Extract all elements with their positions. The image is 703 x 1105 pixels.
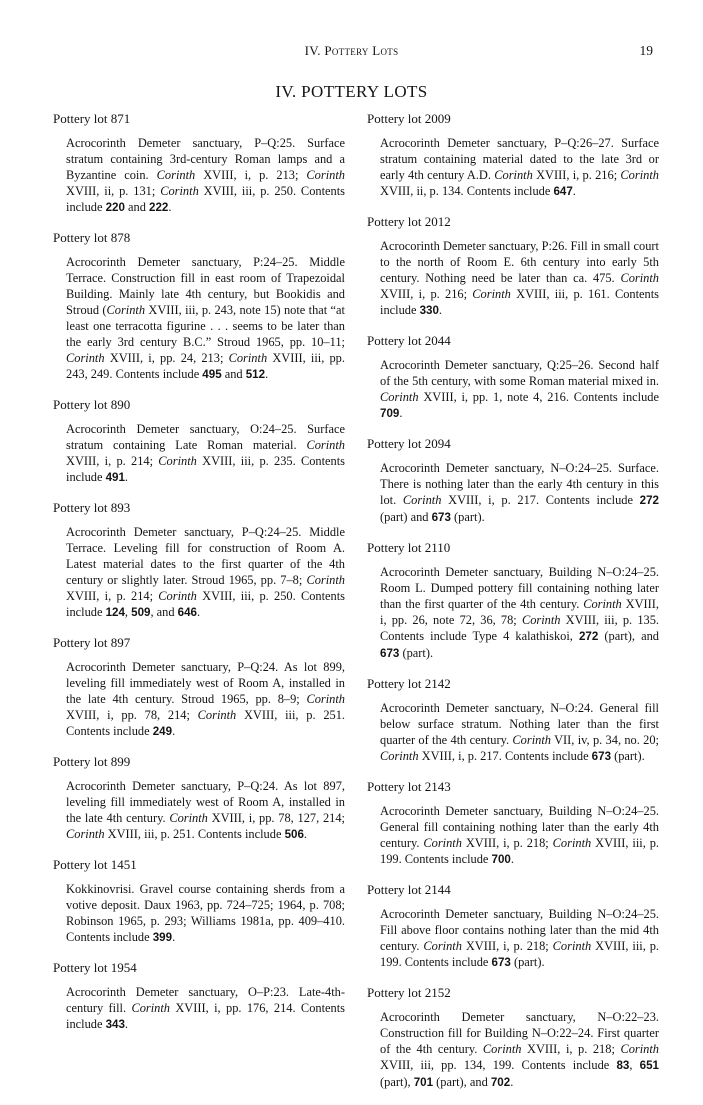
section-title: IV. POTTERY LOTS: [275, 82, 428, 101]
text-run: XVIII, i, p. 214;: [66, 454, 159, 468]
text-run: (part).: [399, 646, 434, 660]
lot-heading: Pottery lot 2009: [367, 111, 451, 126]
text-run: XVIII, iii, pp. 134, 199. Contents include: [380, 1058, 617, 1072]
lot-description: [66, 984, 345, 1033]
text-run: Acrocorinth Demeter sanctuary, N–O:24–25. Surface. There is nothing later than the early 4th century in this lot.: [380, 461, 659, 507]
text-run: Acrocorinth Demeter sanctuary, O–P:23. Late-4th-century fill.: [66, 985, 345, 1015]
pottery-lot-entry: [53, 230, 345, 383]
lot-heading: Pottery lot 2143: [367, 779, 451, 794]
text-run: .: [172, 724, 176, 738]
publication-title: Corinth: [552, 836, 592, 850]
publication-title: Corinth: [423, 836, 462, 850]
text-run: XVIII, iii, p. 161. Contents include: [380, 287, 660, 317]
publication-title: Corinth: [380, 390, 419, 404]
lot-heading: Pottery lot 890: [53, 397, 131, 412]
text-run: XVIII, i, p. 216;: [532, 168, 621, 182]
publication-title: Corinth: [106, 303, 146, 317]
catalogue-number: 509: [131, 606, 151, 619]
pottery-lot-entry: [53, 397, 345, 486]
lot-heading: Pottery lot 2142: [367, 676, 451, 691]
pottery-lot-entry: [367, 436, 659, 526]
catalogue-number: 673: [380, 647, 400, 660]
text-run: (part), and: [433, 1075, 491, 1089]
catalogue-number: 709: [380, 407, 400, 420]
text-run: XVIII, iii, p. 250. Contents include: [66, 589, 346, 619]
text-run: (part),: [380, 1075, 414, 1089]
page-number: 19: [639, 43, 653, 58]
text-run: .: [510, 852, 514, 866]
text-run: XVIII, iii, p. 243, note 15) note that “at least one terracotta figurine . . . seems to be later than the early 3rd century B.C.” Stroud 1965, pp. 10–11;: [66, 303, 345, 349]
lot-heading: Pottery lot 1451: [53, 857, 137, 872]
text-run: Acrocorinth Demeter sanctuary, Building N–O:24–25. Room L. Dumped pottery fill containing nothing later than the first quarter of the 4th century.: [380, 565, 659, 611]
text-run: Acrocorinth Demeter sanctuary, Q:25–26. Second half of the 5th century, with some Roman material mixed in.: [380, 358, 659, 388]
text-run: Acrocorinth Demeter sanctuary, N–O:24. General fill below surface stratum. Nothing later than the first quarter of the 4th century.: [380, 701, 659, 747]
pottery-lot-entry: [367, 882, 659, 971]
publication-title: Corinth: [472, 287, 511, 301]
lot-heading: Pottery lot 2094: [367, 436, 451, 451]
text-run: XVIII, i, p. 218;: [461, 836, 553, 850]
text-run: XVIII, i, p. 213;: [195, 168, 307, 182]
lot-description: [66, 254, 345, 383]
publication-title: Corinth: [66, 827, 105, 841]
catalogue-number: 673: [431, 511, 451, 524]
pottery-lot-entry: [53, 857, 345, 946]
pottery-lot-entry: [367, 676, 659, 765]
publication-title: Corinth: [228, 351, 268, 365]
text-run: Acrocorinth Demeter sanctuary, N–O:22–23. Construction fill for Building N–O:22–24. First quarter of the 4th century.: [380, 1010, 659, 1056]
text-run: XVIII, iii, p. 251. Contents include: [104, 827, 285, 841]
text-run: XVIII, i, pp. 78, 127, 214;: [207, 811, 345, 825]
text-run: XVIII, iii, p. 235. Contents include: [66, 454, 346, 484]
text-run: (part), and: [598, 629, 659, 643]
lot-heading: Pottery lot 899: [53, 754, 131, 769]
publication-title: Corinth: [66, 351, 105, 365]
text-run: XVIII, iii, p. 199. Contents include: [380, 939, 660, 969]
publication-title: Corinth: [131, 1001, 170, 1015]
text-run: Acrocorinth Demeter sanctuary, Building N–O:24–25. Fill above floor contains nothing later than the mid 4th century.: [380, 907, 659, 953]
publication-title: Corinth: [583, 597, 622, 611]
text-run: XVIII, i, pp. 1, note 4, 216. Contents include: [418, 390, 659, 404]
publication-title: Corinth: [306, 692, 345, 706]
lot-heading: Pottery lot 893: [53, 500, 131, 515]
text-run: XVIII, iii, p. 251. Contents include: [66, 708, 346, 738]
pottery-lot-entry: [53, 960, 345, 1033]
text-run: .: [168, 200, 172, 214]
catalogue-number: 512: [245, 368, 266, 381]
text-run: ,: [124, 605, 132, 619]
catalogue-number: 673: [591, 750, 612, 763]
text-run: Acrocorinth Demeter sanctuary, P–Q:24. As lot 899, leveling fill immediately west of Room A, installed in the late 4th century. Stroud 1965, pp. 8–9;: [66, 660, 345, 706]
text-run: .: [124, 1017, 129, 1031]
text-run: XVIII, i, p. 218;: [521, 1042, 621, 1056]
publication-title: Corinth: [552, 939, 592, 953]
text-run: (part).: [611, 749, 645, 763]
text-run: (part) and: [380, 510, 432, 524]
pottery-lot-entry: [53, 500, 345, 621]
text-run: .: [172, 930, 176, 944]
pottery-lot-entry: [367, 111, 659, 200]
text-run: and: [124, 200, 150, 214]
text-run: XVIII, i, p. 217. Contents include: [441, 493, 640, 507]
text-run: XVIII, iii, p. 135. Contents include Type 4 kalathiskoi,: [380, 613, 660, 643]
lot-description: [380, 357, 659, 422]
publication-title: Corinth: [402, 493, 442, 507]
pottery-lot-entry: [367, 985, 659, 1091]
lot-description: [66, 778, 345, 843]
pottery-lot-entry: [367, 540, 659, 662]
catalogue-number: 330: [419, 304, 439, 317]
text-run: and: [221, 367, 246, 381]
text-run: XVIII, i, pp. 26, note 72, 36, 78;: [380, 597, 659, 627]
lot-description: [380, 238, 659, 319]
lot-heading: Pottery lot 2110: [367, 540, 451, 555]
text-run: (part).: [510, 955, 545, 969]
publication-title: Corinth: [521, 613, 561, 627]
text-run: .: [265, 367, 269, 381]
text-run: Acrocorinth Demeter sanctuary, P:26. Fill in small court to the north of Room E. 6th century into early 5th century. Nothing need be later than ca. 475.: [380, 239, 659, 285]
running-head: [0, 43, 703, 63]
publication-title: Corinth: [423, 939, 462, 953]
catalogue-number: 272: [578, 630, 599, 643]
pottery-lot-entry: [367, 333, 659, 422]
publication-title: Corinth: [306, 168, 345, 182]
text-run: XVIII, iii, p. 199. Contents include: [380, 836, 660, 866]
lot-description: [66, 421, 345, 486]
lot-heading: Pottery lot 2044: [367, 333, 451, 348]
publication-title: Corinth: [158, 589, 197, 603]
catalogue-number: 83: [616, 1059, 630, 1072]
catalogue-number: 651: [639, 1059, 659, 1072]
lot-heading: Pottery lot 2012: [367, 214, 451, 229]
left-column: [53, 111, 345, 1047]
text-run: Acrocorinth Demeter sanctuary, P–Q:25. Surface stratum containing 3rd-century Roman lamps and a Byzantine coin.: [66, 136, 345, 182]
pottery-lot-entry: [367, 214, 659, 319]
text-run: VII, iv, p. 34, no. 20;: [550, 733, 659, 747]
text-run: Kokkinovrisi. Gravel course containing sherds from a votive deposit. Daux 1963, pp. 724–725; 1964, p. 708; Robinson 1965, p. 293; Williams 1981a, pp. 409–410. Contents include: [66, 882, 345, 944]
publication-title: Corinth: [156, 168, 196, 182]
lot-description: [66, 524, 345, 621]
publication-title: Corinth: [380, 749, 419, 763]
lot-heading: Pottery lot 2144: [367, 882, 451, 897]
pottery-lot-entry: [53, 635, 345, 740]
catalogue-number: 702: [490, 1076, 511, 1089]
publication-title: Corinth: [512, 733, 551, 747]
publication-title: Corinth: [482, 1042, 522, 1056]
publication-title: Corinth: [306, 438, 345, 452]
catalogue-number: 272: [639, 494, 659, 507]
text-run: XVIII, i, pp. 78, 214;: [66, 708, 198, 722]
catalogue-number: 673: [491, 956, 511, 969]
text-run: Acrocorinth Demeter sanctuary, O:24–25. Surface stratum containing Late Roman material.: [66, 422, 345, 452]
catalogue-number: 506: [284, 828, 304, 841]
text-run: .: [572, 184, 576, 198]
text-run: XVIII, i, p. 216;: [380, 287, 473, 301]
publication-title: Corinth: [158, 454, 197, 468]
text-run: .: [124, 470, 129, 484]
lot-description: [380, 803, 659, 868]
text-run: XVIII, i, p. 218;: [461, 939, 553, 953]
catalogue-number: 647: [553, 185, 573, 198]
text-run: Acrocorinth Demeter sanctuary, P–Q:24–25. Middle Terrace. Leveling fill for construction of Room A. Latest material dates to the first quarter of the 4th century or slightly later. Stroud 1965, pp. 7–8;: [66, 525, 345, 587]
lot-heading: Pottery lot 878: [53, 230, 131, 245]
text-run: XVIII, ii, p. 131;: [66, 184, 161, 198]
catalogue-number: 646: [177, 606, 197, 619]
publication-title: Corinth: [169, 811, 208, 825]
catalogue-number: 495: [202, 368, 222, 381]
pottery-lot-entry: [53, 754, 345, 843]
lot-heading: Pottery lot 1954: [53, 960, 137, 975]
lot-description: [380, 1009, 659, 1091]
catalogue-number: 700: [491, 853, 511, 866]
publication-title: Corinth: [620, 1042, 659, 1056]
text-run: XVIII, i, pp. 24, 213;: [104, 351, 229, 365]
catalogue-number: 399: [152, 931, 173, 944]
lot-heading: Pottery lot 897: [53, 635, 131, 650]
text-run: .: [197, 605, 201, 619]
text-run: .: [399, 406, 403, 420]
lot-description: [380, 135, 659, 200]
lot-heading: Pottery lot 2152: [367, 985, 451, 1000]
publication-title: Corinth: [494, 168, 533, 182]
text-run: XVIII, iii, pp. 243, 249. Contents include: [66, 351, 345, 381]
catalogue-number: 249: [152, 725, 173, 738]
catalogue-number: 343: [105, 1018, 125, 1031]
publication-title: Corinth: [620, 271, 659, 285]
lot-description: [380, 564, 659, 662]
lot-description: [380, 700, 659, 765]
publication-title: Corinth: [620, 168, 659, 182]
publication-title: Corinth: [197, 708, 237, 722]
lot-description: [66, 135, 345, 216]
text-run: XVIII, i, p. 217. Contents include: [418, 749, 592, 763]
catalogue-number: 220: [105, 201, 125, 214]
text-run: .: [510, 1075, 514, 1089]
text-run: (part).: [450, 510, 485, 524]
publication-title: Corinth: [160, 184, 199, 198]
running-head-title: IV. Pottery Lots: [304, 43, 399, 58]
text-run: XVIII, i, pp. 176, 214. Contents include: [66, 1001, 345, 1031]
lot-heading: Pottery lot 871: [53, 111, 131, 126]
text-run: Acrocorinth Demeter sanctuary, Building N–O:24–25. General fill containing nothing later than the early 4th century.: [380, 804, 659, 850]
lot-description: [66, 659, 345, 740]
pottery-lot-entry: [367, 779, 659, 868]
lot-description: [66, 881, 345, 946]
publication-title: Corinth: [306, 573, 345, 587]
text-run: .: [438, 303, 443, 317]
text-run: XVIII, iii, p. 250. Contents include: [66, 184, 345, 214]
catalogue-number: 124: [105, 606, 125, 619]
text-run: Acrocorinth Demeter sanctuary, P–Q:24. As lot 897, leveling fill immediately west of Room A, installed in the late 4th century.: [66, 779, 345, 825]
text-run: XVIII, i, p. 214;: [66, 589, 159, 603]
catalogue-number: 222: [149, 201, 169, 214]
right-column: [367, 111, 659, 1105]
text-run: Acrocorinth Demeter sanctuary, P–Q:26–27. Surface stratum containing material dated to the late 3rd or early 4th century A.D.: [380, 136, 659, 182]
text-run: , and: [150, 605, 178, 619]
lot-description: [380, 460, 659, 526]
text-run: ,: [629, 1058, 640, 1072]
catalogue-number: 701: [413, 1076, 434, 1089]
text-run: Acrocorinth Demeter sanctuary, P:24–25. Middle Terrace. Construction fill in east room of Trapezoidal Building. Mainly late 4th century, but Bookidis and Stroud (: [66, 255, 345, 317]
text-run: XVIII, ii, p. 134. Contents include: [380, 184, 554, 198]
lot-description: [380, 906, 659, 971]
catalogue-number: 491: [105, 471, 125, 484]
text-run: .: [303, 827, 308, 841]
pottery-lot-entry: [53, 111, 345, 216]
